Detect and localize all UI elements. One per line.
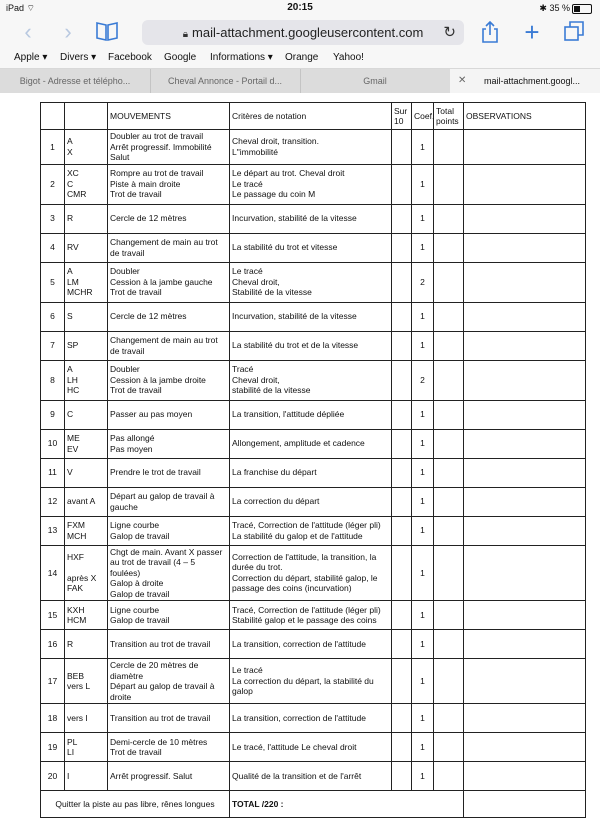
row-observation bbox=[464, 762, 586, 791]
row-letters: S bbox=[65, 302, 108, 331]
table-row bbox=[41, 130, 586, 165]
row-letters: R bbox=[65, 204, 108, 233]
row-total bbox=[434, 487, 464, 516]
row-number: 15 bbox=[41, 601, 65, 630]
row-mouvement: Rompre au trot de travail Piste à main droite Trot de travail bbox=[108, 164, 230, 204]
table-row bbox=[41, 630, 586, 659]
row-observation bbox=[464, 360, 586, 400]
table-row bbox=[41, 516, 586, 545]
table-header bbox=[41, 103, 586, 130]
row-sur bbox=[392, 429, 412, 458]
row-number: 10 bbox=[41, 429, 65, 458]
row-sur bbox=[392, 733, 412, 762]
row-critere: La transition, correction de l'attitude bbox=[230, 704, 392, 733]
row-observation bbox=[464, 331, 586, 360]
status-battery bbox=[539, 3, 592, 14]
row-number: 13 bbox=[41, 516, 65, 545]
header-observations: OBSERVATIONS bbox=[464, 103, 586, 130]
row-sur bbox=[392, 659, 412, 704]
battery-percent: 35 % bbox=[549, 3, 570, 13]
row-coef: 1 bbox=[412, 458, 434, 487]
row-total bbox=[434, 331, 464, 360]
row-total bbox=[434, 516, 464, 545]
table-row bbox=[41, 262, 586, 302]
row-mouvement: Cercle de 20 mètres de diamètre Départ au galop de travail à droite bbox=[108, 659, 230, 704]
bookmark-facebook[interactable]: Facebook bbox=[108, 52, 152, 63]
table-row bbox=[41, 545, 586, 601]
bookmarks-bar bbox=[0, 48, 600, 69]
row-mouvement: Changement de main au trot de travail bbox=[108, 331, 230, 360]
row-total bbox=[434, 762, 464, 791]
row-sur bbox=[392, 458, 412, 487]
row-letters: RV bbox=[65, 233, 108, 262]
row-sur bbox=[392, 204, 412, 233]
row-coef: 1 bbox=[412, 704, 434, 733]
row-critere: Le tracé La correction du départ, la stabilité du galop bbox=[230, 659, 392, 704]
status-bar bbox=[0, 0, 600, 16]
tab-mail-attachment[interactable] bbox=[450, 69, 600, 93]
device-label: iPad bbox=[6, 3, 25, 13]
row-number: 14 bbox=[41, 545, 65, 601]
row-mouvement: Départ au galop de travail à gauche bbox=[108, 487, 230, 516]
row-total bbox=[434, 429, 464, 458]
table-row bbox=[41, 204, 586, 233]
row-mouvement: Ligne courbe Galop de travail bbox=[108, 601, 230, 630]
document-view bbox=[0, 93, 600, 809]
table-row bbox=[41, 302, 586, 331]
row-coef: 1 bbox=[412, 545, 434, 601]
row-observation bbox=[464, 733, 586, 762]
row-number: 6 bbox=[41, 302, 65, 331]
row-total bbox=[434, 204, 464, 233]
row-letters: vers I bbox=[65, 704, 108, 733]
row-letters: A LM MCHR bbox=[65, 262, 108, 302]
table-row bbox=[41, 601, 586, 630]
row-total bbox=[434, 659, 464, 704]
row-total bbox=[434, 630, 464, 659]
row-number: 1 bbox=[41, 130, 65, 165]
footer-observations bbox=[464, 791, 586, 818]
row-letters: C bbox=[65, 400, 108, 429]
row-number: 4 bbox=[41, 233, 65, 262]
row-mouvement: Chgt de main. Avant X passer au trot de travail (4 – 5 foulées) Galop à droite Galop de travail bbox=[108, 545, 230, 601]
row-letters: V bbox=[65, 458, 108, 487]
row-critere: Le tracé, l'attitude Le cheval droit bbox=[230, 733, 392, 762]
row-critere: La stabilité du trot et vitesse bbox=[230, 233, 392, 262]
row-observation bbox=[464, 630, 586, 659]
row-critere: Cheval droit, transition. L"immobilité bbox=[230, 130, 392, 165]
tab-gmail[interactable]: Gmail bbox=[300, 69, 451, 93]
row-coef: 1 bbox=[412, 233, 434, 262]
row-total bbox=[434, 458, 464, 487]
wifi-icon: ⌔ bbox=[26, 3, 35, 13]
row-number: 12 bbox=[41, 487, 65, 516]
row-letters: SP bbox=[65, 331, 108, 360]
row-critere: Tracé, Correction de l'attitude (léger pli) Stabilité galop et le passage des coins bbox=[230, 601, 392, 630]
row-sur bbox=[392, 516, 412, 545]
row-mouvement: Transition au trot de travail bbox=[108, 630, 230, 659]
row-coef: 1 bbox=[412, 400, 434, 429]
table-body bbox=[41, 130, 586, 791]
row-sur bbox=[392, 704, 412, 733]
row-letters: BEB vers L bbox=[65, 659, 108, 704]
battery-fill bbox=[574, 6, 580, 12]
table-row bbox=[41, 360, 586, 400]
row-observation bbox=[464, 262, 586, 302]
row-letters: KXH HCM bbox=[65, 601, 108, 630]
tab-cheval-annonce[interactable]: Cheval Annonce - Portail d... bbox=[150, 69, 301, 93]
row-mouvement: Doubler Cession à la jambe droite Trot de travail bbox=[108, 360, 230, 400]
tab-label: mail-attachment.googl... bbox=[483, 76, 581, 86]
table-row bbox=[41, 331, 586, 360]
row-critere: Tracé, Correction de l'attitude (léger pli) La stabilité du galop et de l'attitude bbox=[230, 516, 392, 545]
row-total bbox=[434, 704, 464, 733]
share-icon[interactable] bbox=[478, 20, 502, 44]
row-observation bbox=[464, 659, 586, 704]
chevron-right-icon[interactable]: › bbox=[64, 19, 72, 44]
row-number: 20 bbox=[41, 762, 65, 791]
row-observation bbox=[464, 204, 586, 233]
row-total bbox=[434, 601, 464, 630]
row-letters: I bbox=[65, 762, 108, 791]
row-total bbox=[434, 545, 464, 601]
row-number: 11 bbox=[41, 458, 65, 487]
tabs-icon[interactable] bbox=[562, 20, 586, 44]
row-total bbox=[434, 233, 464, 262]
row-coef: 1 bbox=[412, 630, 434, 659]
bookmark-divers[interactable]: Divers ▾ bbox=[60, 52, 97, 63]
table-row bbox=[41, 164, 586, 204]
row-observation bbox=[464, 302, 586, 331]
row-total bbox=[434, 262, 464, 302]
row-number: 7 bbox=[41, 331, 65, 360]
row-letters: FXM MCH bbox=[65, 516, 108, 545]
header-total: Total points bbox=[434, 103, 464, 130]
bookmark-google[interactable]: Google bbox=[164, 52, 197, 63]
status-time: 20:15 bbox=[287, 2, 313, 13]
row-mouvement: Ligne courbe Galop de travail bbox=[108, 516, 230, 545]
table-row bbox=[41, 458, 586, 487]
row-observation bbox=[464, 545, 586, 601]
row-sur bbox=[392, 233, 412, 262]
row-letters: A X bbox=[65, 130, 108, 165]
tab-bar bbox=[0, 69, 600, 94]
row-mouvement: Changement de main au trot de travail bbox=[108, 233, 230, 262]
reload-icon[interactable]: ↻ bbox=[443, 24, 456, 41]
row-coef: 1 bbox=[412, 487, 434, 516]
chevron-left-icon[interactable]: ‹ bbox=[24, 19, 32, 44]
row-total bbox=[434, 400, 464, 429]
total-label: TOTAL /220 : bbox=[230, 791, 464, 818]
row-letters: HXF après X FAK bbox=[65, 545, 108, 601]
table-row bbox=[41, 233, 586, 262]
row-letters: ME EV bbox=[65, 429, 108, 458]
browser-toolbar bbox=[0, 16, 600, 48]
table-row bbox=[41, 487, 586, 516]
row-mouvement: Prendre le trot de travail bbox=[108, 458, 230, 487]
row-coef: 2 bbox=[412, 262, 434, 302]
bluetooth-icon: ✱ bbox=[539, 3, 547, 13]
row-sur bbox=[392, 762, 412, 791]
table-row bbox=[41, 733, 586, 762]
row-coef: 1 bbox=[412, 601, 434, 630]
header-letters bbox=[65, 103, 108, 130]
row-critere: La franchise du départ bbox=[230, 458, 392, 487]
row-critere: Allongement, amplitude et cadence bbox=[230, 429, 392, 458]
row-critere: Correction de l'attitude, la transition, la durée du trot. Correction du départ, stabilité galop, le passage des coins (incurvation) bbox=[230, 545, 392, 601]
row-mouvement: Doubler Cession à la jambe gauche Trot de travail bbox=[108, 262, 230, 302]
row-coef: 1 bbox=[412, 733, 434, 762]
footer-instruction: Quitter la piste au pas libre, rênes longues bbox=[41, 791, 230, 818]
row-coef: 1 bbox=[412, 302, 434, 331]
close-icon[interactable]: ✕ bbox=[458, 75, 467, 86]
row-critere: Tracé Cheval droit, stabilité de la vitesse bbox=[230, 360, 392, 400]
row-number: 8 bbox=[41, 360, 65, 400]
book-icon[interactable] bbox=[95, 20, 119, 44]
row-critere: La correction du départ bbox=[230, 487, 392, 516]
header-criteres: Critères de notation bbox=[230, 103, 392, 130]
row-letters: XC C CMR bbox=[65, 164, 108, 204]
row-total bbox=[434, 164, 464, 204]
row-sur bbox=[392, 360, 412, 400]
bookmark-informations[interactable]: Informations ▾ bbox=[210, 52, 273, 63]
row-sur bbox=[392, 331, 412, 360]
row-observation bbox=[464, 458, 586, 487]
row-observation bbox=[464, 164, 586, 204]
row-letters: R bbox=[65, 630, 108, 659]
row-observation bbox=[464, 601, 586, 630]
row-observation bbox=[464, 516, 586, 545]
row-number: 16 bbox=[41, 630, 65, 659]
header-coef: Coef. bbox=[412, 103, 434, 130]
row-number: 17 bbox=[41, 659, 65, 704]
plus-icon[interactable]: + bbox=[524, 17, 540, 47]
table-row bbox=[41, 400, 586, 429]
row-critere: Le départ au trot. Cheval droit Le tracé Le passage du coin M bbox=[230, 164, 392, 204]
row-observation bbox=[464, 233, 586, 262]
row-critere: Incurvation, stabilité de la vitesse bbox=[230, 302, 392, 331]
row-observation bbox=[464, 400, 586, 429]
row-sur bbox=[392, 130, 412, 165]
row-observation bbox=[464, 704, 586, 733]
row-coef: 1 bbox=[412, 659, 434, 704]
row-sur bbox=[392, 601, 412, 630]
table-row bbox=[41, 429, 586, 458]
row-total bbox=[434, 302, 464, 331]
row-mouvement: Passer au pas moyen bbox=[108, 400, 230, 429]
row-sur bbox=[392, 630, 412, 659]
table-footer bbox=[41, 791, 586, 818]
battery-icon bbox=[572, 4, 592, 14]
row-observation bbox=[464, 429, 586, 458]
row-number: 19 bbox=[41, 733, 65, 762]
row-sur bbox=[392, 400, 412, 429]
row-coef: 1 bbox=[412, 331, 434, 360]
row-critere: La stabilité du trot et de la vitesse bbox=[230, 331, 392, 360]
row-critere: La transition, correction de l'attitude bbox=[230, 630, 392, 659]
row-coef: 1 bbox=[412, 762, 434, 791]
header-sur: Sur 10 bbox=[392, 103, 412, 130]
row-mouvement: Cercle de 12 mètres bbox=[108, 204, 230, 233]
row-letters: PL LI bbox=[65, 733, 108, 762]
row-letters: avant A bbox=[65, 487, 108, 516]
row-total bbox=[434, 360, 464, 400]
row-total bbox=[434, 733, 464, 762]
table-row bbox=[41, 659, 586, 704]
bookmark-yahoo[interactable]: Yahoo! bbox=[333, 52, 364, 63]
row-mouvement: Doubler au trot de travail Arrêt progressif. Immobilité Salut bbox=[108, 130, 230, 165]
bookmark-orange[interactable]: Orange bbox=[285, 52, 319, 63]
row-observation bbox=[464, 130, 586, 165]
row-coef: 1 bbox=[412, 204, 434, 233]
row-number: 9 bbox=[41, 400, 65, 429]
row-sur bbox=[392, 262, 412, 302]
score-table bbox=[40, 102, 586, 818]
row-number: 18 bbox=[41, 704, 65, 733]
row-observation bbox=[464, 487, 586, 516]
header-num bbox=[41, 103, 65, 130]
table-row bbox=[41, 704, 586, 733]
row-mouvement: Arrêt progressif. Salut bbox=[108, 762, 230, 791]
row-number: 2 bbox=[41, 164, 65, 204]
row-sur bbox=[392, 487, 412, 516]
row-sur bbox=[392, 545, 412, 601]
row-mouvement: Pas allongé Pas moyen bbox=[108, 429, 230, 458]
row-coef: 1 bbox=[412, 164, 434, 204]
row-coef: 1 bbox=[412, 516, 434, 545]
row-critere: Incurvation, stabilité de la vitesse bbox=[230, 204, 392, 233]
url-text: mail-attachment.googleusercontent.com bbox=[192, 25, 424, 40]
row-sur bbox=[392, 164, 412, 204]
row-number: 5 bbox=[41, 262, 65, 302]
address-bar[interactable] bbox=[142, 20, 464, 45]
row-critere: La transition, l'attitude dépliée bbox=[230, 400, 392, 429]
row-mouvement: Cercle de 12 mètres bbox=[108, 302, 230, 331]
row-mouvement: Demi-cercle de 10 mètres Trot de travail bbox=[108, 733, 230, 762]
tab-bigot[interactable]: Bigot - Adresse et télépho... bbox=[0, 69, 151, 93]
row-total bbox=[434, 130, 464, 165]
row-critere: Qualité de la transition et de l'arrêt bbox=[230, 762, 392, 791]
row-coef: 2 bbox=[412, 360, 434, 400]
lock-icon: 🔒︎ bbox=[182, 29, 189, 40]
row-letters: A LH HC bbox=[65, 360, 108, 400]
row-critere: Le tracé Cheval droit, Stabilité de la vitesse bbox=[230, 262, 392, 302]
row-coef: 1 bbox=[412, 429, 434, 458]
row-coef: 1 bbox=[412, 130, 434, 165]
header-mouvements: MOUVEMENTS bbox=[108, 103, 230, 130]
table-row bbox=[41, 762, 586, 791]
bookmark-apple[interactable]: Apple ▾ bbox=[14, 52, 48, 63]
row-mouvement: Transition au trot de travail bbox=[108, 704, 230, 733]
row-number: 3 bbox=[41, 204, 65, 233]
row-sur bbox=[392, 302, 412, 331]
